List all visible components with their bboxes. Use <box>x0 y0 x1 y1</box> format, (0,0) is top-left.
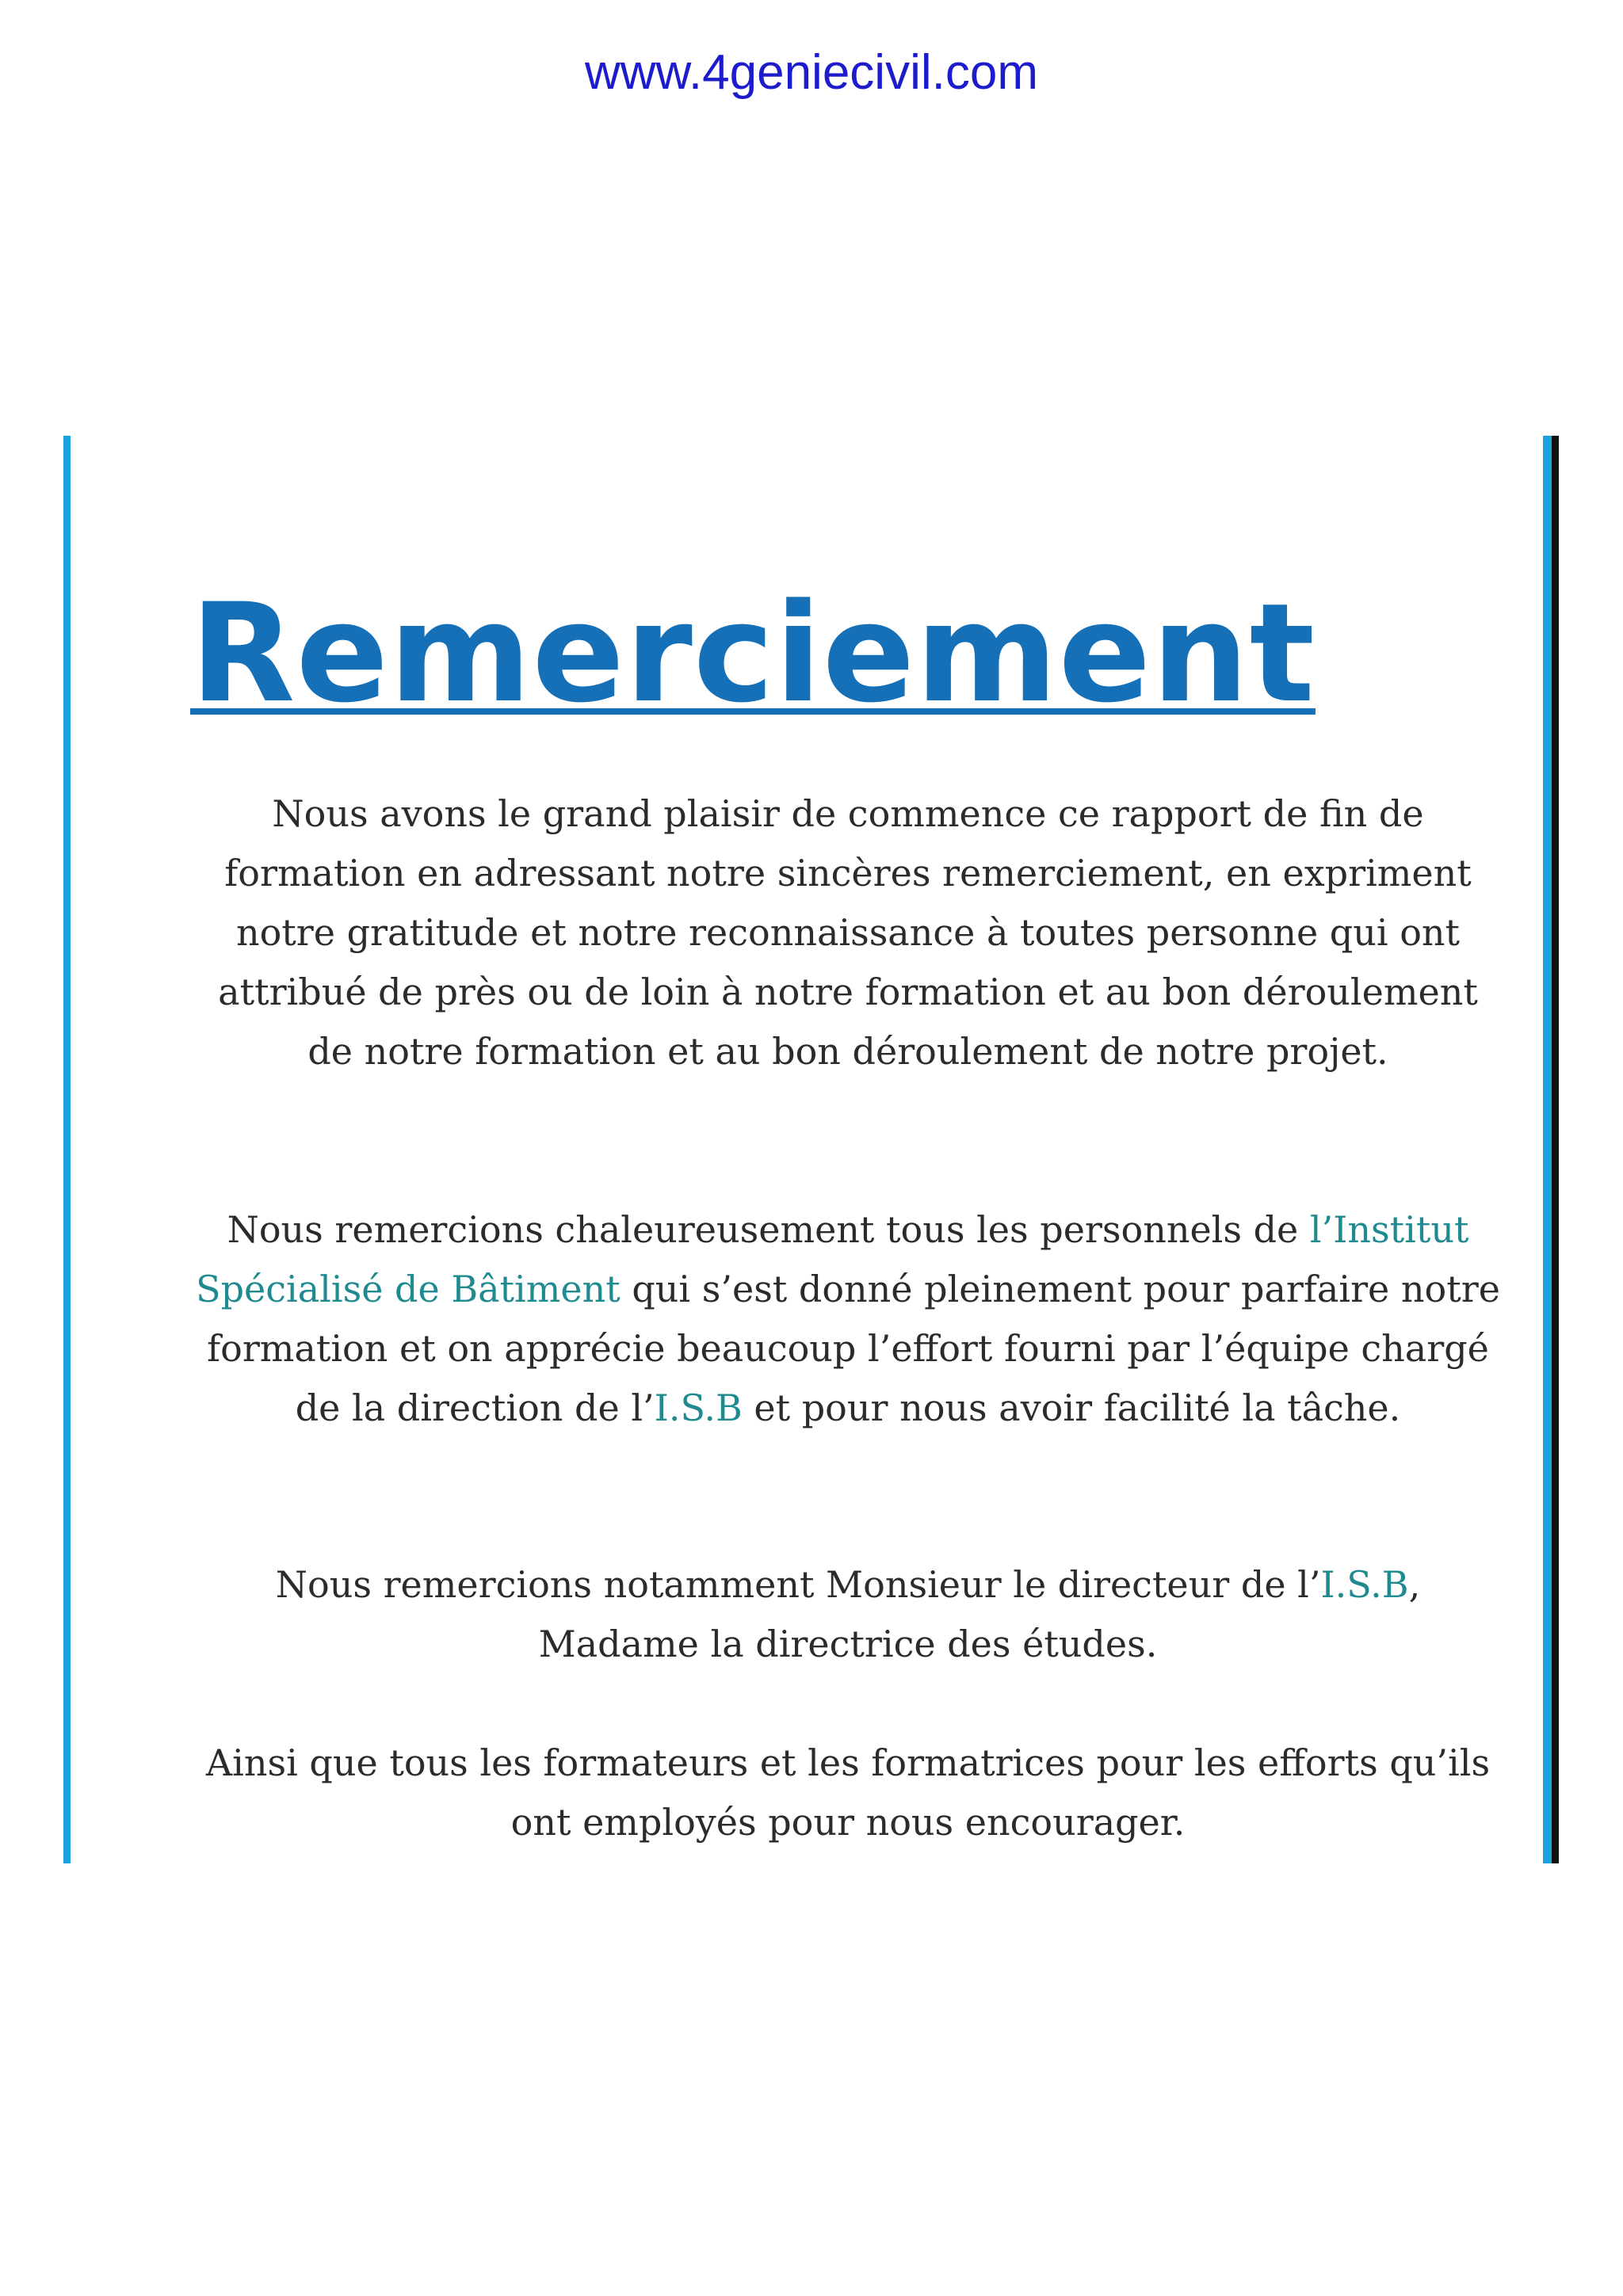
isb-abbreviation: I.S.B <box>1320 1563 1409 1606</box>
site-url-link[interactable]: www.4geniecivil.com <box>585 45 1038 100</box>
paragraph-text: Nous remercions notamment Monsieur le directeur de l’ <box>275 1563 1321 1606</box>
page-frame <box>63 436 1559 1863</box>
paragraph-intro: Nous avons le grand plaisir de commence ce rapport de fin de formation en adressant notre sincères remerciement, en expriment notre gratitude et notre reconnaissance à toutes personne qui ont attribué de près ou de loin à notre formation et au bon déroulement de notre formation et au bon déroulement de notre projet. <box>218 792 1478 1073</box>
paragraph-text: Nous remercions chaleureusement tous les personnels de <box>227 1208 1310 1251</box>
isb-abbreviation: I.S.B <box>654 1386 743 1429</box>
frame-left-border <box>63 436 71 1863</box>
paragraph-text: et pour nous avoir facilité la tâche. <box>742 1386 1401 1429</box>
page-title: Remerciement <box>190 574 1316 733</box>
paragraph-text: qui s’est donné pleinement pour parfaire notre formation et on apprécie beaucoup l’effort fourni par l’équipe chargé de la direction de l’ <box>207 1268 1500 1429</box>
paragraph-institute <box>190 1200 1506 1438</box>
paragraph-director <box>190 1555 1506 1674</box>
paragraph-text: , Madame la directrice des études. <box>538 1563 1421 1665</box>
frame-right-border <box>1543 436 1559 1863</box>
paragraph-trainers: Ainsi que tous les formateurs et les formatrices pour les efforts qu’ils ont employés pour nous encourager. <box>205 1741 1491 1844</box>
institute-name: l’Institut Spécialisé de Bâtiment <box>196 1208 1469 1310</box>
